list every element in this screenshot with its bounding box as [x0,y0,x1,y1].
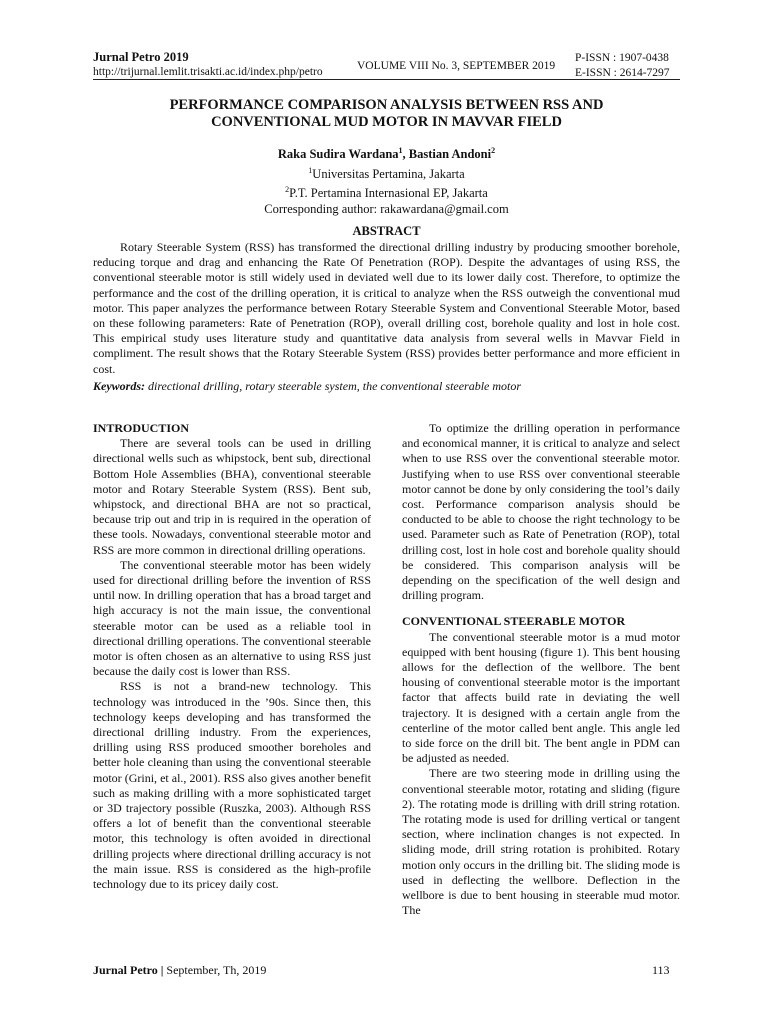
journal-header [93,50,323,80]
author-names [93,143,680,163]
intro-paragraph-1: There are several tools can be used in drilling directional wells such as whipstock, bent sub, directional Bottom Hole Assemblies (BHA), conventional steerable motor and Rotary Steerable System (RSS). Bent sub, whipstock, and directional BHA are not so practical, because trip out and trip in is required in the operation of these tools. Nowadays, conventional steerable motor and RSS are more common in directional drilling operations. [93,436,371,557]
volume-info: VOLUME VIII No. 3, SEPTEMBER 2019 [357,60,556,72]
steerable-motor-heading: CONVENTIONAL STEERABLE MOTOR [402,614,626,629]
abstract-heading: ABSTRACT [352,224,421,238]
e-issn: E-ISSN : 2614-7297 [575,67,670,79]
title-line-1: PERFORMANCE COMPARISON ANALYSIS BETWEEN RSS AND [169,97,604,113]
steerable-motor-paragraph-2: There are two steering mode in drilling using the conventional steerable motor, rotating and sliding (figure 2). The rotating mode is drilling with drill string rotation. The rotating mode is used for drilling vertical or tangent section, where inclination changes is not expected. In sliding mode, drill string rotation is prohibited. Rotary motion only occurs in the drilling bit. The sliding mode is used in deflecting the wellbore. Deflection in the wellbore is due to bent housing in steerable mud motor. The [402,766,680,918]
author-block [93,143,680,217]
page-number: 113 [652,963,670,977]
corresponding-author: Corresponding author: rakawardana@gmail.com [264,201,509,216]
affiliation-2-sup: 2 [285,185,290,195]
introduction-heading: INTRODUCTION [93,421,190,435]
section-spacer [402,603,680,614]
journal-name: Jurnal Petro 2019 [93,50,189,64]
paper-title [93,97,680,131]
right-column [402,421,680,919]
keywords-text: directional drilling, rotary steerable system, the conventional steerable motor [148,379,522,393]
author-2: Bastian Andoni [408,147,492,162]
author-separator: , [402,147,409,162]
intro-paragraph-2: The conventional steerable motor has been widely used for directional drilling before the invention of RSS until now. In drilling operation that has a broad target and high accuracy is not the main issue, the conventional steerable motor can be used as a reliable tool in directional drilling operations. The conventional steerable motor is often chosen as an alternative to using RSS just because the daily cost is lower than RSS. [93,557,371,679]
affiliation-1-sup: 1 [308,165,313,175]
author-1-sup: 1 [398,146,403,155]
author-2-sup: 2 [491,146,496,155]
affiliation-2-text: P.T. Pertamina Internasional EP, Jakarta [289,186,488,201]
keywords [93,379,680,394]
author-1: Raka Sudira Wardana [277,147,399,162]
left-column [93,421,371,892]
header-divider [93,79,680,80]
affiliation-2 [93,182,680,202]
right-paragraph-1: To optimize the drilling operation in performance and economical manner, it is critical to analyze and select when to use RSS over the conventional steerable motor. Justifying when to use RSS over conventional steerable motor cannot be done by only considering the tool’s daily cost. Performance comparison analysis should be conducted to be able to choose the right technology to be used. Parameter such as Rate of Penetration (ROP), total drilling cost, lost in hole cost and borehole quality should be considered. This comparison analysis will be depending on the specification of the well design and drilling program. [402,421,680,603]
footer-journal [93,963,266,978]
title-line-2: CONVENTIONAL MUD MOTOR IN MAVVAR FIELD [211,114,562,130]
affiliation-1-text: Universitas Pertamina, Jakarta [312,166,465,181]
issn-block [575,51,670,81]
p-issn: P-ISSN : 1907-0438 [575,52,669,64]
affiliation-1 [93,163,680,183]
steerable-motor-paragraph-1: The conventional steerable motor is a mud motor equipped with bent housing (figure 1). This bent housing allows for the deflection of the wellbore. The bent housing of conventional steerable motor is the important factor that affects build rate in deviating the well trajectory. It is designed with a certain angle from the centerline of the motor called bent angle. This angle led to side force on the drill bit. The bent angle in PDM can be adjusted as needed. [402,629,680,766]
journal-url[interactable]: http://trijurnal.lemlit.trisakti.ac.id/index.php/petro [93,66,323,78]
footer-date: September, Th, 2019 [163,963,267,977]
footer-journal-name: Jurnal Petro | [93,963,164,977]
abstract-text: Rotary Steerable System (RSS) has transformed the directional drilling industry by producing smoother borehole, reducing torque and drag and enhancing the Rate Of Penetration (ROP). Despite the advantages of using RSS, the conventional steerable motor is still widely used in deviated well due to its lower daily cost. Therefore, to optimize the performance and the cost of the drilling operation, it is critical to analyze when the RSS outweigh the conventional mud motor. This paper analyzes the performance between Rotary Steerable System and Conventional Steerable Motor, based on these following parameters: Rate of Penetration (ROP), overall drilling cost, borehole quality and lost in hole cost. This empirical study uses literature study and quantitative data analysis from several wells in Mavvar Field in compliment. The result shows that the Rotary Steerable System (RSS) provides better performance and more efficient in cost. [93,240,680,376]
intro-paragraph-3: RSS is not a brand-new technology. This technology was introduced in the ’90s. Since then, this technology keeps developing and has transformed the directional drilling industry. From the experiences, drilling using RSS produced smoother boreholes and better hole cleaning than using the conventional steerable motor (Grini, et al., 2001). RSS also gives another benefit such as making drilling with a more sophisticated target or 3D trajectory possible (Ruszka, 2003). Although RSS offers a lot of benefit than the conventional steerable motor, this technology is often avoided in directional drilling projects where directional drilling accuracy is not the main issue. RSS is considered as the high-profile technology due to its pricey daily cost. [93,679,371,892]
keywords-label: Keywords: [93,379,145,393]
